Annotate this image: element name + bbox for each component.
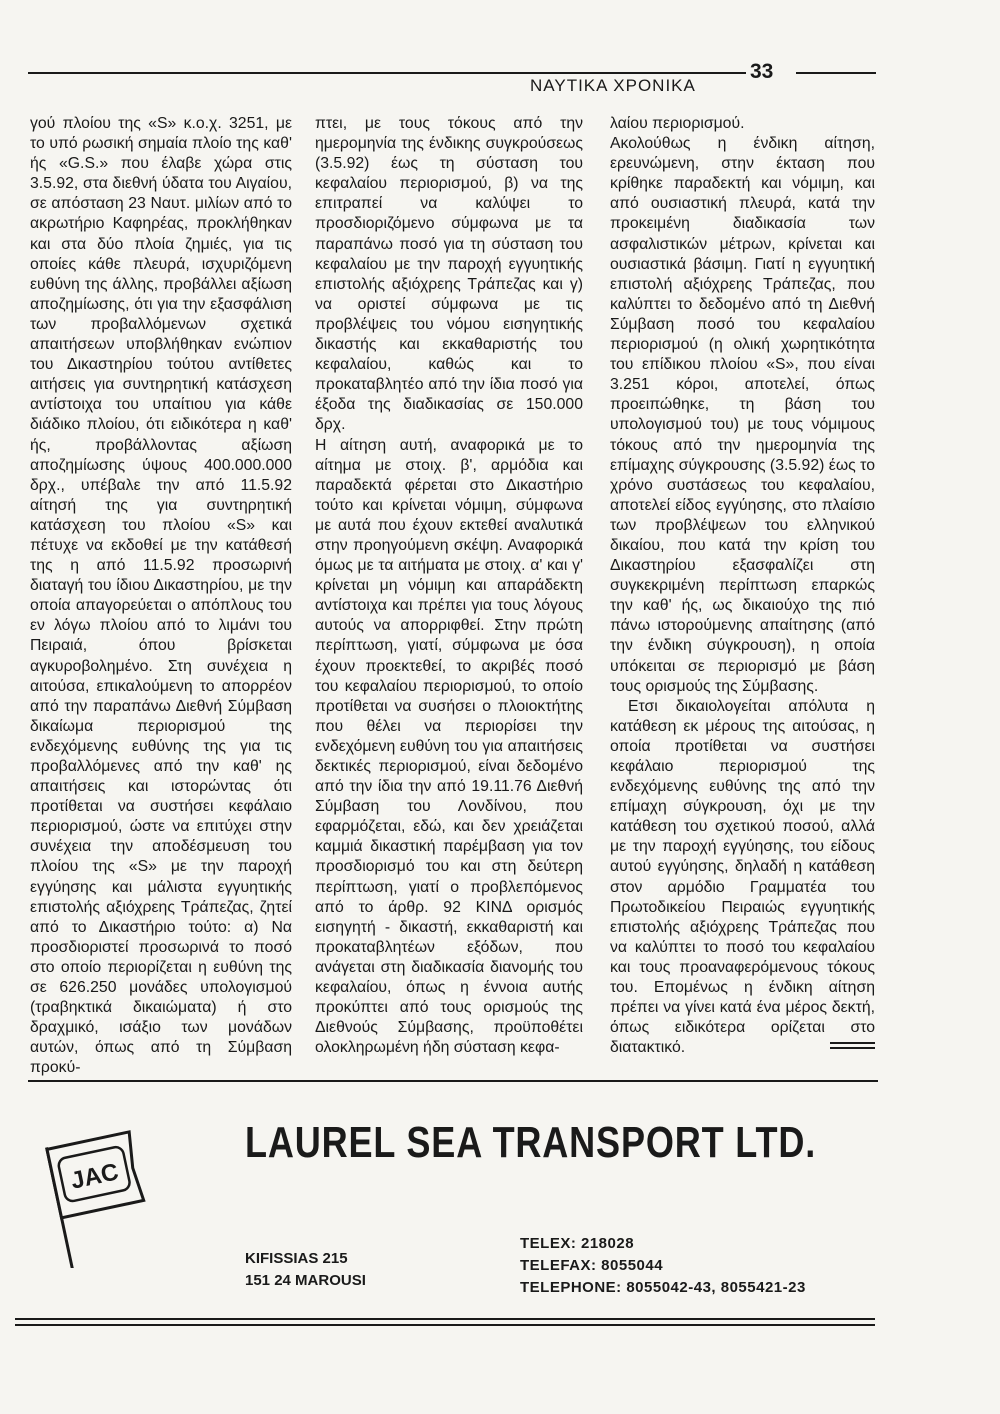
- paragraph: Η αίτηση αυτή, αναφορικά με το αίτημα με στοιχ. β', αρμόδια και παραδεκτά φέρεται στο Δικαστήριο τούτο και κρίνεται νόμιμη, σύμφωνα με αυτά που έχουν εκτεθεί αναλυτικά στην προηγούμενη σκέψη. Αναφορικά όμως με τα αιτήματα με στοιχ. α' και γ' κρίνεται μη νόμιμη και απαράδεκτη αντίστοιχα και πρέπει για τους λόγους αυτούς να απορριφθεί. Στην πρώτη περίπτωση, γιατί, σύμφωνα με όσα έχουν προεκτεθεί, το ακριβές ποσό του κεφαλαίου περιορισμού, το οποίο προτίθεται να συσήσει ο πλοιοκτήτης που θέλει να περιορίσει την ενδεχόμενη ευθύνη του για απαιτήσεις δεκτικές περιορισμού, είναι δεδομένο από την ίδια την από 19.11.76 Διεθνή Σύμβαση του Λονδίνου, που εφαρμόζεται, εδώ, και δεν χρειάζεται καμμιά δικαστική παρέμβαση για τον προσδιορισμό του και στη δεύτερη περίπτωση, γιατί ο προβλεπόμενος από το άρθρ. 92 ΚΙΝΔ ορισμός εισηγητή - δικαστή, εκκαθαριστή και προκαταβλητέων εξόδων, που ανάγεται στη διαδικασία διανομής του κεφαλαίου, όπως η έννοια αυτής προκύπτει από τους ορισμούς της Διεθνούς Σύμβασης, προϋποθέτει ολοκληρωμένη ήδη σύσταση κεφα-: [315, 436, 583, 1057]
- paragraph: Ακολούθως η ένδικη αίτηση, ερευνώμενη, στην έκταση που κρίθηκε παραδεκτή και νόμιμη, και από ουσιαστική πλευρά, κατά την προκειμένη διαδικασία των ασφαλιστικών μέτρων, κρίνεται και ουσιαστικά βάσιμη. Γιατί η εγγυητική επιστολή αξιόχρεης Τράπεζας, που καλύπτει το δεδομένο από τη Διεθνή Σύμβαση ποσό του κεφαλαίου περιορισμού (η ολική χωρητικότητα του επίδικου πλοίου «S», που είναι 3.251 κόροι, αποτελεί, όπως προειπώθηκε, τη βάση του υπολογισμού του) με τους νόμιμους τόκους από την ημερομηνία της επίμαχης σύγκρουσης (3.5.92) έως το χρόνο συστάσεως του κεφαλαίου, αποτελεί είδος εγγύησης, στο πλαίσιο των προβλέψεων του ελληνικού δικαίου, που κατά την κρίση του Δικαστηρίου εξασφαλίζει στη συγκεκριμένη περίπτωση επαρκώς την καθ' ής, ως δικαιούχο της πιό πάνω ιστορούμενης απαίτησης (από την ένδικη σύγκρουση), η οποία υπόκειται σε περιορισμό με βάση τους ορισμούς της Σύμβασης.: [610, 135, 875, 695]
- paragraph: Ετσι δικαιολογείται απόλυτα η κατάθεση εκ μέρους της αιτούσας, η οποία προτίθεται να συστήσει κεφάλαιο περιορισμού της ενδεχόμενης ευθύνης της από την επίμαχη σύγκρουση, όχι με την κατάθεση του σχετικού ποσού, αλλά με την παροχή εγγύησης, του είδους αυτού εγγύησης, δηλαδή η κατάθεση στον αρμόδιο Γραμματέα του Πρωτοδικείου Πειραιώς εγγυητικής επιστολής αξιόχρεης Τράπεζας που να καλύπτει το ποσό του κεφαλαίου και τους προαναφερόμενους τόκους του. Επομένως η ένδικη αίτηση πρέπει να γίνει κατά ένα μέρος δεκτή, όπως ειδικότερα ορίζεται στο διατακτικό.: [610, 697, 875, 1057]
- footer-rule-top: [15, 1318, 875, 1320]
- magazine-title: ΝΑΥΤΙΚΑ ΧΡΟΝΙΚΑ: [530, 76, 696, 95]
- article-column-3: [610, 114, 875, 1058]
- page-number: 33: [750, 60, 774, 83]
- company-address: [245, 1248, 366, 1292]
- header-rule-left: [28, 72, 746, 74]
- address-line: 151 24 MAROUSI: [245, 1272, 366, 1289]
- article-column-2: [315, 114, 583, 1058]
- company-name: LAUREL SEA TRANSPORT LTD.: [245, 1118, 817, 1167]
- paragraph: γού πλοίου της «S» κ.ο.χ. 3251, με το υπό ρωσική σημαία πλοίο της καθ' ής «G.S.» που έλαβε χώρα στις 3.5.92, στα διεθνή ύδατα του Αιγαίου, σε απόσταση 23 Ναυτ. μιλίων από το ακρωτήριο Καφηρέας, προκλήθηκαν και στα δύο πλοία ζημιές, για τις οποίες κάθε πλευρά, ισχυριζόμενη ευθύνη της άλλης, προβάλλει αξίωση αποζημίωσης, ότι για την εξασφάλιση των προβαλλόμενων σχετικά απαιτήσεων υποβλήθηκαν ενώπιον του Δικαστηρίου τούτου αντίθετες αιτήσεις για συντηρητική κατάσχεση αντίστοιχα του υπαίτιου για κάθε διάδικο πλοίου, ότι ειδικότερα η καθ' ής, προβάλλοντας αξίωση αποζημίωσης ύψους 400.000.000 δρχ., υπέβαλε την από 11.5.92 αίτησή της για συντηρητική κατάσχεση του πλοίου «S» και πέτυχε να εκδοθεί με την κατάθεσή της η από 11.5.92 προσωρινή διαταγή του ίδιου Δικαστηρίου, με την οποία απαγορεύεται ο απόπλους του εν λόγω πλοίου από το λιμάνι του Πειραιά, όπου βρίσκεται αγκυροβολημένο. Στη συνέχεια η αιτούσα, επικαλούμενη το απορρέον από την παραπάνω Διεθνή Σύμβαση δικαίωμα περιορισμού της ενδεχόμενης ευθύνης της για τις προβαλλόμενες από την καθ' ης απαιτήσεις και ιστορώντας ότι προτίθεται να συστήσει κεφάλαιο περιορισμού, ώστε να επιτύχει στην συνέχεια την αποδέσμευση του πλοίου της «S» με την παροχή εγγύησης και μάλιστα εγγυητικής επιστολής αξιόχρεης Τράπεζας, ζητεί από το Δικαστήριο τούτο: α) Να προσδιοριστεί προσωρινά το ποσό στο οποίο περιορίζεται η ευθύνη της σε 626.250 μονάδες υπολογισμού (τραβηκτικά δικαιώματα) ή στο δραχμικό, ισάξιο των μονάδων αυτών, όπως από τη Σύμβαση προκύ-: [30, 115, 292, 1077]
- article-end-mark: [830, 1042, 875, 1052]
- telex: TELEX: 218028: [520, 1235, 635, 1252]
- logo-text: JAC: [68, 1158, 121, 1195]
- company-contacts: [520, 1233, 806, 1299]
- article-column-1: [30, 114, 292, 1079]
- header-rule-right: [796, 72, 876, 74]
- paragraph: λαίου περιορισμού.: [610, 115, 745, 132]
- jac-flag-logo: [40, 1118, 150, 1268]
- paragraph: πτει, με τους τόκους από την ημερομηνία της ένδικης συγκρούσεως (3.5.92) έως τη σύσταση του κεφαλαίου περιορισμού, β) να της επιτραπεί να καλύψει το προσδιοριζόμενο σύμφωνα με τα παραπάνω ποσό για τη σύσταση του κεφαλαίου με την παροχή εγγυητικής επιστολής αξιόχρεης Τράπεζας και γ) να οριστεί σύμφωνα με τις προβλέψεις του νόμου εισηγητικής δικαστής και εκκαθαριστής του κεφαλαίου, καθώς και το προκαταβλητέο από την ίδια ποσό για έξοδα της διαδικασίας σε 150.000 δρχ.: [315, 115, 583, 434]
- telefax: TELEFAX: 8055044: [520, 1257, 664, 1274]
- section-divider: [28, 1080, 878, 1082]
- telephone: TELEPHONE: 8055042-43, 8055421-23: [520, 1279, 806, 1296]
- footer-rule-bottom: [15, 1324, 875, 1326]
- address-line: KIFISSIAS 215: [245, 1250, 348, 1267]
